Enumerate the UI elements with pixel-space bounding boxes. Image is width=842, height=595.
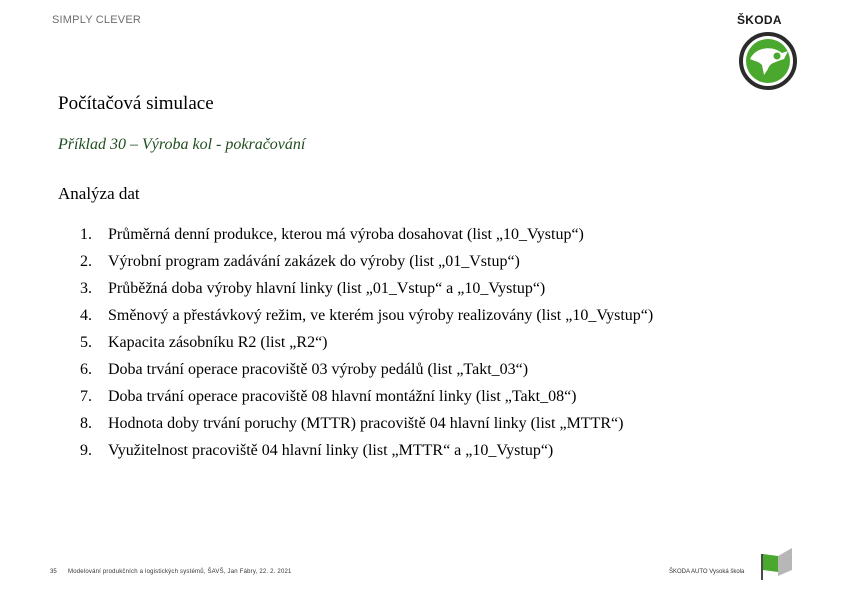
item-text: Doba trvání operace pracoviště 03 výroby pedálů (list „Takt_03“) (108, 361, 529, 378)
skoda-logo-icon (738, 31, 798, 91)
list-item (80, 359, 820, 386)
footer-brand: ŠKODA AUTO Vysoká škola (669, 569, 745, 575)
item-number: 1. (80, 226, 92, 243)
brand-name: ŠKODA (737, 13, 782, 27)
item-number: 5. (80, 334, 92, 351)
item-text: Směnový a přestávkový režim, ve kterém jsou výroby realizovány (list „10_Vystup“) (108, 307, 654, 324)
item-number: 9. (80, 442, 92, 459)
item-text: Doba trvání operace pracoviště 08 hlavní montážní linky (list „Takt_08“) (108, 388, 577, 405)
list-item (80, 224, 820, 251)
item-number: 4. (80, 307, 92, 324)
page-number: 35 (50, 569, 57, 575)
section-heading: Analýza dat (58, 184, 140, 203)
list-item (80, 278, 820, 305)
item-number: 2. (80, 253, 92, 270)
item-number: 6. (80, 361, 92, 378)
subtitle: Příklad 30 – Výroba kol - pokračování (58, 136, 306, 153)
list-item (80, 386, 820, 413)
item-text: Výrobní program zadávání zakázek do výroby (list „01_Vstup“) (108, 253, 520, 270)
numbered-list (80, 224, 820, 467)
list-item (80, 440, 820, 467)
item-text: Průběžná doba výroby hlavní linky (list „01_Vstup“ a „10_Vystup“) (108, 280, 546, 297)
list-item (80, 251, 820, 278)
page-title: Počítačová simulace (58, 93, 214, 114)
list-item (80, 413, 820, 440)
item-text: Využitelnost pracoviště 04 hlavní linky (list „MTTR“ a „10_Vystup“) (108, 442, 554, 459)
footer-text: Modelování produkčních a logistických systémů, ŠAVŠ, Jan Fábry, 22. 2. 2021 (68, 569, 292, 575)
list-item (80, 305, 820, 332)
flag-logo-icon (758, 548, 794, 580)
item-number: 8. (80, 415, 92, 432)
slogan: SIMPLY CLEVER (52, 14, 142, 26)
item-number: 3. (80, 280, 92, 297)
item-text: Hodnota doby trvání poruchy (MTTR) pracoviště 04 hlavní linky (list „MTTR“) (108, 415, 624, 432)
item-text: Kapacita zásobníku R2 (list „R2“) (108, 334, 328, 351)
item-number: 7. (80, 388, 92, 405)
item-text: Průměrná denní produkce, kterou má výroba dosahovat (list „10_Vystup“) (108, 226, 584, 243)
list-item (80, 332, 820, 359)
